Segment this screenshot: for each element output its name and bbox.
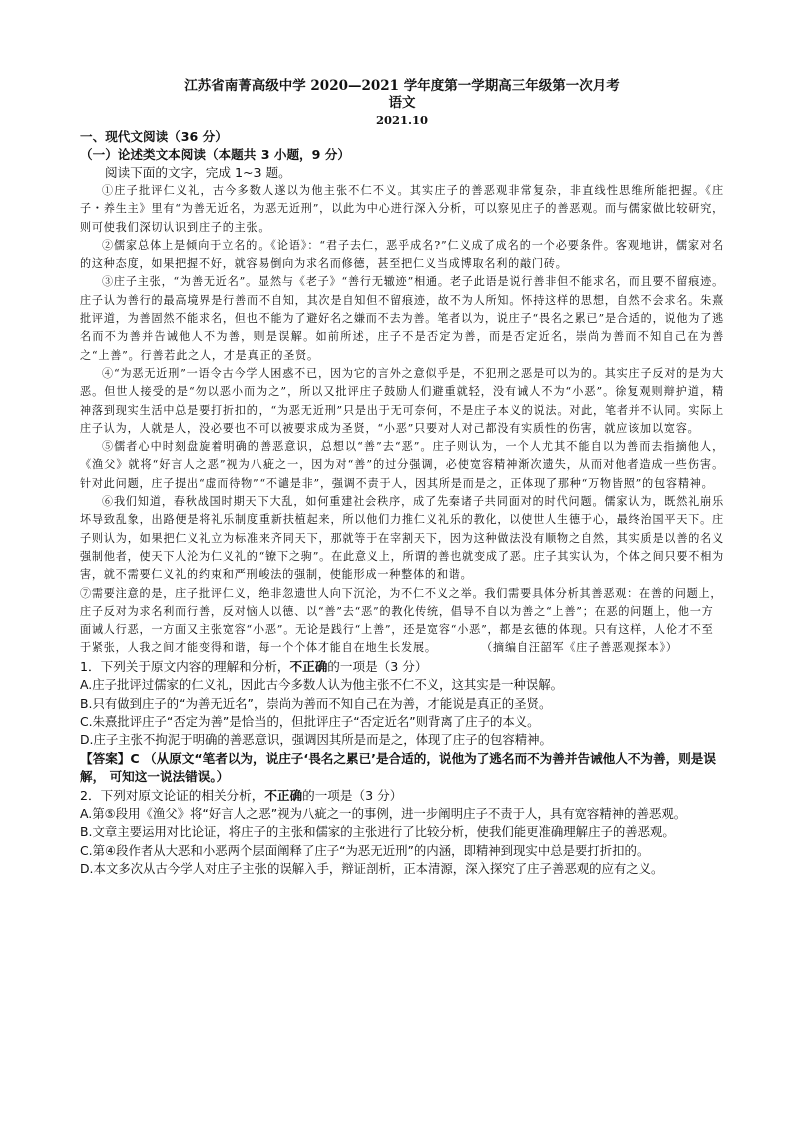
reading-instruction: 阅读下面的文字，完成 1~3 题。 <box>105 165 291 180</box>
question-2-emphasis: 不正确 <box>264 787 303 803</box>
passage-end <box>80 585 724 658</box>
question-1-option-c: C.朱熹批评庄子“否定为善”是恰当的，但批评庄子“否定近名”则背离了庄子的本义。 <box>80 713 540 729</box>
question-2-stem <box>80 787 724 805</box>
question-2-option-c: C.第④段作者从大恶和小恶两个层面阐释了庄子“为恶无近刑”的内涵，即精神到现实中总是要打折扣的。 <box>80 842 650 858</box>
question-2-stem-text: 2．下列对原文论证的相关分析， <box>80 787 265 803</box>
question-2-option-a: A.第⑤段用《渔父》将“好言人之恶”视为八疵之一的事例，进一步阐明庄子不责于人，具有宽容精神的善恶观。 <box>80 805 687 821</box>
question-1-stem-text: 1．下列关于原文内容的理解和分析， <box>80 658 290 674</box>
question-1-emphasis: 不正确 <box>289 658 328 674</box>
question-1-option-b: B.只有做到庄子的“为善无近名”，崇尚为善而不知自己在为善，才能说是真正的圣贤。 <box>80 695 552 711</box>
question-2-option-d: D.本文多次从古今学人对庄子主张的误解入手，辩证剖析，正本清源，深入探究了庄子善恶观的应有之义。 <box>80 861 664 877</box>
passage-paragraph-3: ③庄子主张，“为善无近名”。显然与《老子》“善行无辙迹”相通。老子此语是说行善非但不能求名，而且要不留痕迹。庄子认为善行的最高境界是行善而不自知，其次是自知但不留痕迹，故不为人所知。怀持这样的思想，自然不会求名。朱熹批评道，为善固然不能求名，但也不能为了避好名之嫌而不去为善。笔者以为，说庄子“畏名之累已”是合适的，说他为了逃名而不为善并告诫他人不为善，则是误解。如前所述，庄子不是否定为善，而是否定近名，崇尚为善而不知自己在为善之“上善”。行善若此之人，才是真正的圣贤。 <box>80 275 724 362</box>
passage-source: （摘编自汪韶军《庄子善恶观探本》） <box>481 641 678 655</box>
passage-paragraph-5: ⑤儒者心中时刻盘旋着明确的善恶意识，总想以“善”去“恶”。庄子则认为，一个人尤其不能自以为善而去指摘他人，《渔父》就将“好言人之恶”视为八疵之一，因为对“善”的过分强调，必使宽容精神渐次遗失，从而对他者造成一些伤害。针对此问题，庄子提出“虚而待物”“不谴是非”，强调不责于人，因其所是而是之，正体现了那种“万物皆照”的包容精神。 <box>80 440 724 490</box>
exam-title: 江苏省南菁高级中学 2020—2021 学年度第一学期高三年级第一次月考 <box>184 78 620 94</box>
exam-subject: 语文 <box>388 95 416 111</box>
passage-paragraph-4: ④“为恶无近刑”一语令古今学人困惑不已，因为它的言外之意似乎是，不犯刑之恶是可以为的。其实庄子反对的是为大恶。但世人接受的是“勿以恶小而为之”，所以又批评庄子鼓励人们避重就轻，没有诫人不为“小恶”。徐复观则辩护道，精神落到现实生活中总是要打折扣的，“为恶无近刑”只是出于无可奈何，不是庄子本义的说法。对此，笔者并不认同。实际上庄子认为，人就是人，没必要也不可以被要求成为圣贤，“小恶”只要对人对己都没有实质性的伤害，就应该加以宽容。 <box>80 366 724 435</box>
question-1-score: 的一项是（3 分） <box>327 658 428 674</box>
passage-paragraph-1: ①庄子批评仁义礼，古今多数人遂以为他主张不仁不义。其实庄子的善恶观非常复杂，非直线性思维所能把握。《庄子・养生主》里有“为善无近名，为恶无近刑”，以此为中心进行深入分析，可以察见庄子的善恶观。而与儒家做比较研究，则可使我们深切认识到庄子的主张。 <box>80 184 724 234</box>
question-2-score: 的一项是（3 分） <box>302 787 403 803</box>
subsection-heading: （一）论述类文本阅读（本题共 3 小题，9 分） <box>80 147 350 162</box>
exam-date: 2021.10 <box>375 113 428 127</box>
question-1-answer: 【答案】C （从原文“笔者以为，说庄子‘畏名之累已’是合适的，说他为了逃名而不为善并告诫他人不为善，则是误解， 可知这一说法错误。） <box>80 750 716 785</box>
question-2-option-b: B.文章主要运用对比论证，将庄子的主张和儒家的主张进行了比较分析，使我们能更准确理解庄子的善恶观。 <box>80 824 675 840</box>
passage-paragraph-7: ⑦需要注意的是，庄子批评仁义，绝非忽遗世人向下沉沦，为不仁不义之举。我们需要具体分析其善恶观：在善的问题上，庄子反对为求名利而行善，反对恼人以德、以“善”去“恶”的教化传统，倡导不自以为善之“上善”；在恶的问题上，他一方面诫人行恶，一方面又主张宽容“小恶”。无论是践行“上善”，还是宽容“小恶”，都是玄德的体现。只有这样，人伦才不至于紧张，人我之间才能变得和谐，每一个个体才能自在地生长发展。 <box>80 586 723 655</box>
passage-paragraph-6: ⑥我们知道，春秋战国时期天下大乱，如何重建社会秩序，成了先秦诸子共同面对的时代问题。儒家认为，既然礼崩乐坏导致乱象，出路便是将礼乐制度重新扶植起来，所以他们力推仁义礼乐的教化，以使世人生德于心，最终治国平天下。庄子则认为，如果把仁义礼立为标准来齐同天下，那就等于在宰割天下，因为这种做法没有顺物之自然，其实质是以善的名义强制他者，使天下人沦为仁义礼的“镣下之驹”。在此意义上，所谓的善也就变成了恶。庄子其实认为，个体之间只要不相为害，就不需要仁义礼的约束和严刑峻法的强制，使能形成一种整体的和谐。 <box>80 495 724 582</box>
exam-page <box>80 78 724 879</box>
question-1-option-a: A.庄子批评过儒家的仁义礼，因此古今多数人认为他主张不仁不义，这其实是一种误解。 <box>80 677 564 693</box>
section-heading: 一、现代文阅读（36 分） <box>80 129 228 144</box>
question-1-option-d: D.庄子主张不拘泥于明确的善恶意识，强调因其所是而是之，体现了庄子的包容精神。 <box>80 732 552 748</box>
question-1-stem <box>80 658 724 676</box>
passage-paragraph-2: ②儒家总体上是倾向于立名的。《论语》：“君子去仁，恶乎成名?”仁义成了成名的一个必要条件。客观地讲，儒家对名的这种态度，如果把握不好，就容易倒向为求名而修德，甚至把仁义当成博取名利的敲门砖。 <box>80 238 724 271</box>
